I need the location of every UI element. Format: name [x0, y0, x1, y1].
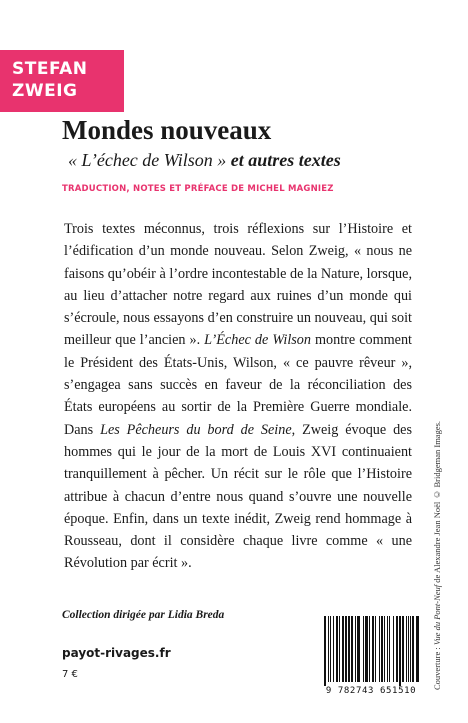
- blurb-part-1: Trois textes méconnus, trois réflexions sur l’Histoire et l’édification d’un monde nouveau. Selon Zweig, « nous ne faisons qu’obéir à l’ordre incontestable de la Nature, lorsque, au lieu d’attacher notre regard aux ruines d’un monde qui s’écroule, nous essayons d’en construire un nouveau, qui soit meilleur que l’ancien ».: [64, 221, 412, 349]
- cover-image-credit: [430, 370, 444, 690]
- barcode-icon: [318, 614, 424, 686]
- cover-credit-artist: de Alexandre Jean Noël © Bridgeman Images.: [432, 420, 442, 585]
- blurb-part-3: , Zweig évoque des hommes qui le jour de la mort de Louis XVI continuaient tranquillement à pêcher. Un récit sur le rôle que l’Histoire attribue à chacun d’entre nous quand s’ouvre une nouvelle époque. Enfin, dans un texte inédit, Zweig rend hommage à Rousseau, dont il considère chaque livre comme « une Révolution par écrit ».: [64, 421, 412, 572]
- author-last-name: ZWEIG: [12, 81, 78, 101]
- barcode: [318, 614, 424, 704]
- blurb-title-pecheurs: Les Pêcheurs du bord de Seine: [100, 421, 292, 438]
- blurb-text: [64, 218, 412, 575]
- blurb-part-2: montre comment le Président des États-Unis, Wilson, « ce pauvre rêveur », s’engagea sans succès en faveur de la réconciliation des États européens au sortir de la Première Guerre mondiale. Dans: [64, 332, 412, 438]
- cover-credit-artwork: Vue du Pont-Neuf: [432, 584, 442, 646]
- subtitle-quoted: « L’échec de Wilson »: [68, 150, 227, 170]
- isbn-digits: 9 782743 651510: [325, 686, 417, 696]
- book-subtitle: [68, 149, 341, 171]
- author-first-name: STEFAN: [12, 59, 88, 79]
- price: 7 €: [62, 669, 78, 680]
- author-banner: [0, 50, 124, 112]
- book-title: Mondes nouveaux: [62, 115, 272, 145]
- cover-credit-label: Couverture :: [432, 645, 442, 690]
- blurb-title-wilson: L’Échec de Wilson: [204, 332, 311, 349]
- translation-credit: TRADUCTION, NOTES ET PRÉFACE DE MICHEL MAGNIEZ: [62, 184, 334, 194]
- subtitle-rest: et autres textes: [226, 150, 341, 170]
- publisher-website[interactable]: payot-rivages.fr: [62, 646, 171, 660]
- collection-credit: Collection dirigée par Lidia Breda: [62, 609, 225, 621]
